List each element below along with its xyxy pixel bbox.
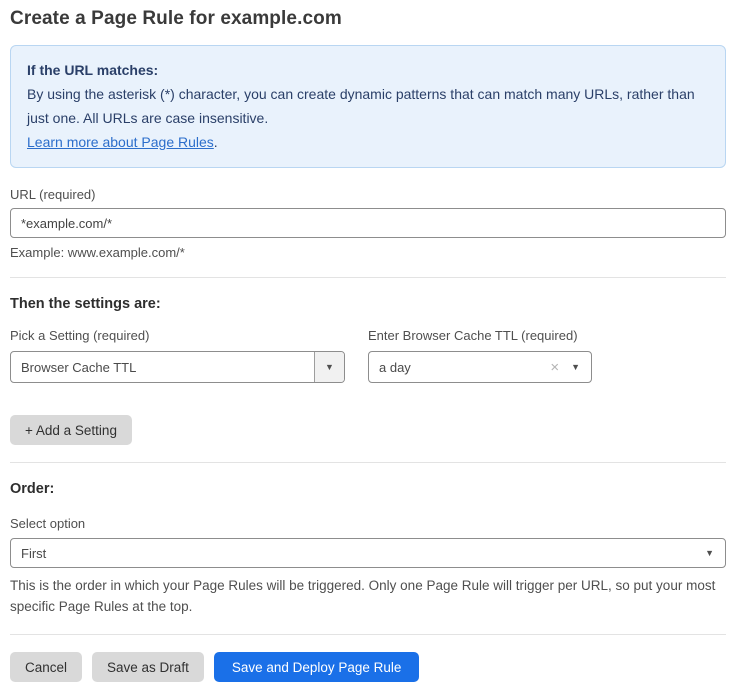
info-box-heading: If the URL matches: <box>27 62 159 78</box>
add-setting-row <box>10 415 726 445</box>
setting-picker-column <box>10 328 345 383</box>
info-box-link-line <box>27 130 709 154</box>
clear-icon[interactable]: × <box>550 358 560 376</box>
save-and-deploy-button[interactable]: Save and Deploy Page Rule <box>214 652 420 682</box>
order-select-label: Select option <box>10 516 86 531</box>
setting-picker-caret-segment[interactable] <box>314 352 344 382</box>
divider <box>10 277 726 278</box>
url-field-label: URL (required) <box>10 187 96 202</box>
order-select[interactable] <box>10 538 726 568</box>
url-input[interactable] <box>10 208 726 238</box>
ttl-picker-value: a day <box>379 359 411 375</box>
url-example-helper: Example: www.example.com/* <box>10 245 185 260</box>
ttl-picker-select[interactable] <box>368 351 592 383</box>
ttl-picker-column <box>368 328 592 383</box>
setting-picker-select[interactable] <box>10 351 345 383</box>
chevron-down-icon: ▼ <box>325 361 334 372</box>
setting-picker-label: Pick a Setting (required) <box>10 328 150 343</box>
link-suffix: . <box>213 134 218 150</box>
learn-more-link[interactable]: Learn more about Page Rules <box>27 134 214 150</box>
settings-section-heading: Then the settings are: <box>10 296 161 312</box>
ttl-picker-label: Enter Browser Cache TTL (required) <box>368 328 578 343</box>
chevron-down-icon: ▼ <box>571 361 580 372</box>
form-actions <box>10 652 726 682</box>
chevron-down-icon: ▼ <box>705 547 714 558</box>
info-box-body: By using the asterisk (*) character, you can create dynamic patterns that can match many URLs, rather than just one. All URLs are case insensitive. <box>27 86 695 126</box>
order-select-value: First <box>21 545 47 561</box>
cancel-button[interactable]: Cancel <box>10 652 82 682</box>
add-setting-button[interactable]: + Add a Setting <box>10 415 132 445</box>
divider <box>10 462 726 463</box>
order-section-heading: Order: <box>10 481 55 497</box>
setting-picker-value: Browser Cache TTL <box>21 359 137 375</box>
order-helper-text: This is the order in which your Page Rules will be triggered. Only one Page Rule will trigger per URL, so put your most specific Page Rules at the top. <box>10 578 716 614</box>
divider <box>10 634 726 635</box>
page-title: Create a Page Rule for example.com <box>10 8 342 29</box>
url-match-info-box <box>10 45 726 168</box>
save-as-draft-button[interactable]: Save as Draft <box>92 652 204 682</box>
settings-pickers-row <box>10 328 726 383</box>
